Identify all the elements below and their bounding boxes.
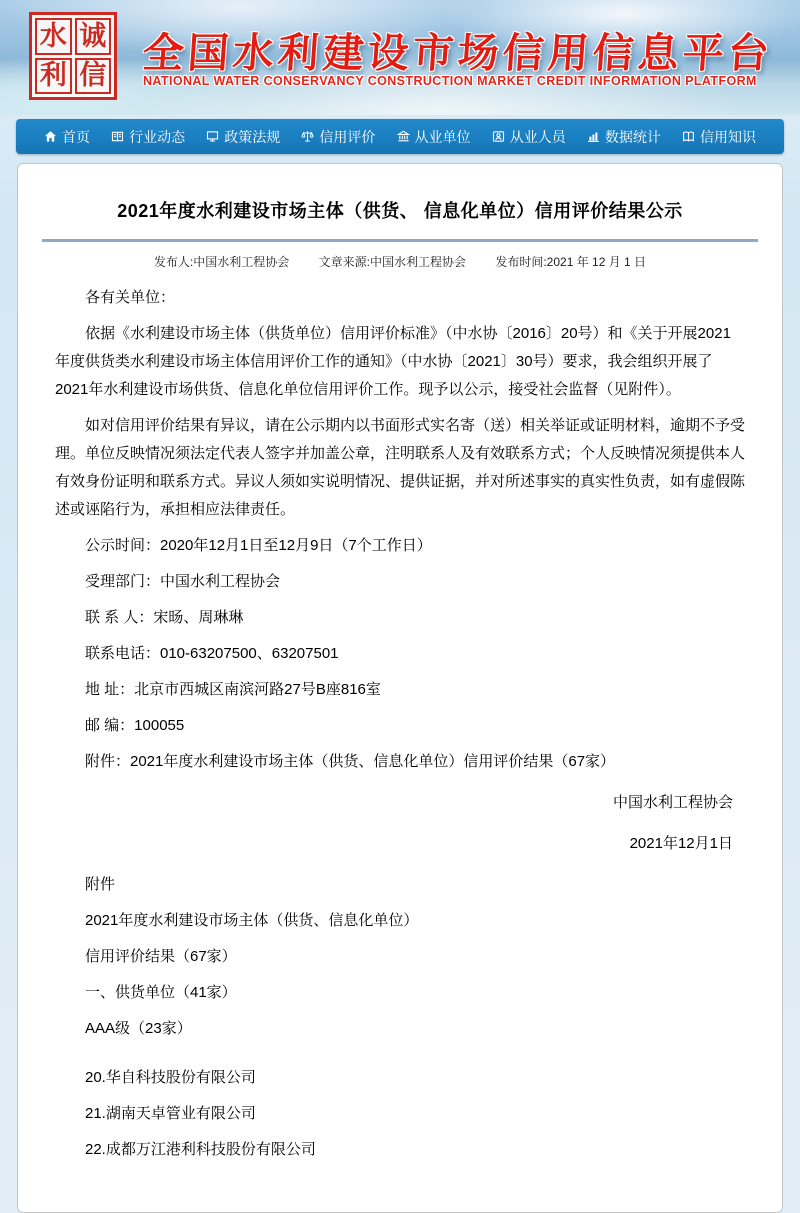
attachment-heading: 附件 <box>85 876 116 893</box>
nav-item-label: 行业动态 <box>129 128 186 145</box>
nav-item-home[interactable] <box>44 127 90 147</box>
attachment-title-line2: 信用评价结果（67家） <box>85 948 237 965</box>
article-body <box>42 284 758 1164</box>
main-nav <box>16 119 784 154</box>
content-panel <box>17 163 783 1213</box>
attachment-title-line1: 2021年度水利建设市场主体（供货、信息化单位） <box>85 912 419 929</box>
logo-char: 利 <box>35 58 72 95</box>
nav-item-credit-evaluation[interactable] <box>301 127 375 147</box>
para-greeting: 各有关单位： <box>85 289 176 306</box>
nav-item-policies[interactable] <box>206 127 280 147</box>
line-public-period: 公示时间：2020年12月1日至12月9日（7个工作日） <box>85 537 432 554</box>
site-title: 全国水利建设市场信用信息平台 <box>141 30 775 76</box>
title-divider <box>42 239 758 242</box>
home-icon <box>44 130 57 143</box>
logo-char: 水 <box>35 18 72 55</box>
meta-publisher <box>154 255 289 269</box>
grade-aaa-heading: AAA级（23家） <box>85 1020 192 1037</box>
nav-item-label: 政策法规 <box>224 128 281 145</box>
meta-source-value: 中国水利工程协会 <box>369 255 466 269</box>
line-attachment-ref: 附件：2021年度水利建设市场主体（供货、信息化单位）信用评价结果（67家） <box>85 753 616 770</box>
meta-time-label: 发布时间: <box>495 255 547 269</box>
line-contacts: 联 系 人：宋旸、周琳琳 <box>85 609 244 626</box>
scale-icon <box>301 130 314 143</box>
bank-icon <box>397 130 410 143</box>
monitor-icon <box>206 130 219 143</box>
line-accepting-department: 受理部门：中国水利工程协会 <box>85 573 281 590</box>
article-title: 2021年度水利建设市场主体（供货、 信息化单位）信用评价结果公示 <box>117 201 683 221</box>
meta-publisher-label: 发布人: <box>153 255 194 269</box>
meta-source-label: 文章来源: <box>318 255 370 269</box>
para-objection-rules: 如对信用评价结果有异议，请在公示期内以书面形式实名寄（送）相关举证或证明材料，逾期不予受理。单位反映情况须法定代表人签字并加盖公章，注明联系人及有效联系方式；个人反映情况须提供本人有效身份证明和联系方式。异议人须如实说明情况、提供证据，并对所述事实的真实性负责，如有虚假陈述或诬陷行为，承担相应法律责任。 <box>55 417 746 518</box>
line-address: 地 址：北京市西城区南滨河路27号B座816室 <box>85 681 381 698</box>
chart-icon <box>587 130 600 143</box>
nav-item-employing-units[interactable] <box>397 127 471 147</box>
site-subtitle: NATIONAL WATER CONSERVANCY CONSTRUCTION MARKET CREDIT INFORMATION PLATFORM <box>143 74 757 88</box>
meta-time-value: 2021 年 12 月 1 日 <box>546 255 647 269</box>
book-icon <box>682 130 695 143</box>
line-postcode: 邮 编：100055 <box>85 717 185 734</box>
company-item: 21.湖南天卓管业有限公司 <box>85 1105 256 1122</box>
meta-publish-time <box>495 255 646 269</box>
nav-item-label: 从业单位 <box>414 128 471 145</box>
nav-item-credit-knowledge[interactable] <box>682 127 756 147</box>
person-icon <box>492 130 505 143</box>
nav-item-label: 信用知识 <box>699 128 756 145</box>
signature-org: 中国水利工程协会 <box>612 794 733 811</box>
logo-char: 诚 <box>75 18 112 55</box>
article-meta <box>42 253 758 270</box>
nav-item-label: 信用评价 <box>319 128 376 145</box>
signature-date: 2021年12月1日 <box>629 835 733 852</box>
site-header <box>0 0 800 115</box>
nav-item-label: 首页 <box>62 128 90 145</box>
company-item: 22.成都万江港利科技股份有限公司 <box>85 1141 316 1158</box>
meta-source <box>319 255 466 269</box>
nav-item-practitioners[interactable] <box>492 127 566 147</box>
meta-publisher-value: 中国水利工程协会 <box>193 255 290 269</box>
para-basis: 依据《水利建设市场主体（供货单位）信用评价标准》（中水协〔2016〕20号）和《关于开展2021年度供货类水利建设市场主体信用评价工作的通知》（中水协〔2021〕30号）要求，我会组织开展了2021年水利建设市场供货、信息化单位信用评价工作。现予以公示，接受社会监督（见附件）。 <box>55 325 731 398</box>
nav-item-industry-news[interactable] <box>111 127 185 147</box>
logo-char: 信 <box>75 58 112 95</box>
news-icon <box>111 130 124 143</box>
site-logo[interactable] <box>29 12 117 100</box>
nav-item-label: 从业人员 <box>509 128 566 145</box>
company-item: 20.华自科技股份有限公司 <box>85 1069 256 1086</box>
nav-item-label: 数据统计 <box>604 128 661 145</box>
section-supply-units: 一、供货单位（41家） <box>85 984 237 1001</box>
nav-item-statistics[interactable] <box>587 127 661 147</box>
line-phone: 联系电话：010-63207500、63207501 <box>85 645 339 662</box>
